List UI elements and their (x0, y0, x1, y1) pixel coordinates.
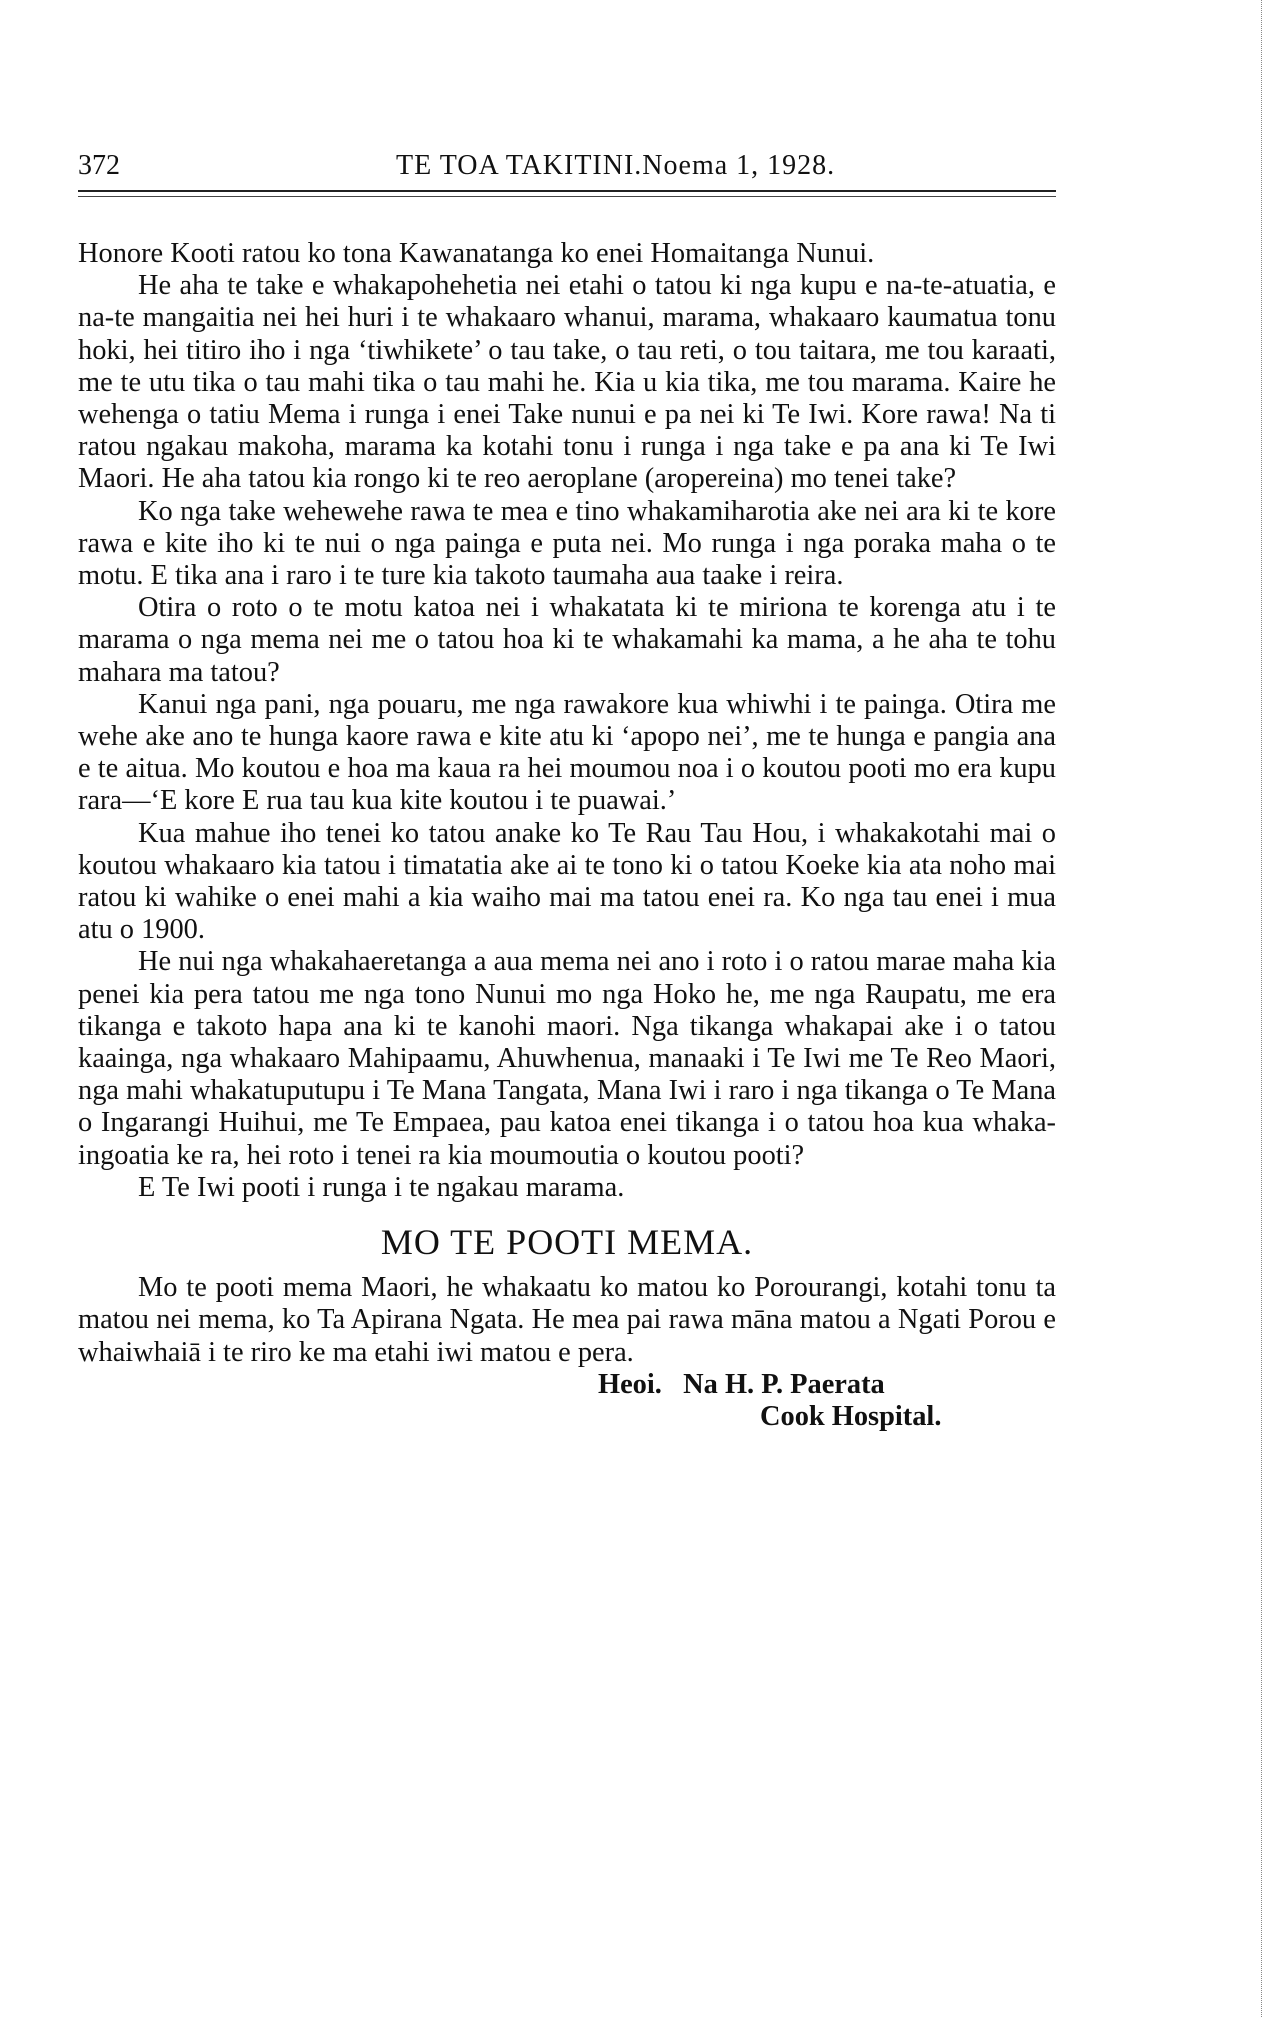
paragraph-5: Kanui nga pani, nga pouaru, me nga rawakore kua whiwhi i te painga. Otira me wehe ake ano te hunga kaore rawa e kite atu ki ‘apopo nei’, me te hunga e pangia ana e te aitua. Mo koutou e hoa ma kaua ra hei moumou noa i o koutou pooti mo era kupu rara—‘E kore E rua tau kua kite koutou i te puawai.’ (78, 688, 1056, 817)
paragraph-3: Ko nga take wehewehe rawa te mea e tino whakamiharotia ake nei ara ki te kore rawa e kite iho ki te nui o nga painga e puta nei. Mo runga i nga poraka maha o te motu. E tika ana i raro i te ture kia takoto taumaha aua taake i reira. (78, 495, 1056, 592)
section-paragraph: Mo te pooti mema Maori, he whakaatu ko matou ko Porourangi, kotahi tonu ta matou nei mema, ko Ta Apirana Ngata. He mea pai rawa māna matou a Ngati Porou e whaiwhaiā i te riro ke ma etahi iwi matou e pera. (78, 1272, 1056, 1368)
scan-edge-divider (1261, 0, 1268, 2017)
page-number: 372 (78, 150, 120, 181)
running-title: TE TOA TAKITINI.Noema 1, 1928. (396, 150, 836, 181)
header-rule-thick (78, 190, 1056, 192)
section-heading: MO TE POOTI MEMA. (380, 1222, 754, 1263)
paragraph-7: He nui nga whakahaeretanga a aua mema nei ano i roto i o ratou marae maha kia penei kia pera tatou me nga tono Nunui mo nga Hoko he, me nga Raupatu, me era tikanga e takoto hapa ana ki te kanohi maori. Nga tikanga whakapai ake i o tatou kaainga, nga whakaaro Mahipaamu, Ahuwhenua, manaaki i Te Iwi me Te Reo Maori, nga mahi whakatuputupu i Te Mana Tangata, Mana Iwi i raro i nga tikanga o Te Mana o Ingarangi Huihui, me Te Empaea, pau katoa enei tikanga i o tatou hoa kua whaka-ingoatia ke ra, hei roto i tenei ra kia moumoutia o koutou pooti? (78, 946, 1056, 1171)
paragraph-1: Honore Kooti ratou ko tona Kawanatanga ko enei Homaitanga Nunui. (78, 238, 875, 269)
page-header (78, 150, 1058, 190)
paragraph-8: E Te Iwi pooti i runga i te ngakau marama. (138, 1171, 625, 1203)
paragraph-4: Otira o roto o te motu katoa nei i whakatata ki te miriona te korenga atu i te marama o nga mema nei me o tatou hoa ki te whakamahi ka mama, a he aha te tohu mahara ma tatou? (78, 592, 1056, 688)
header-rule-thin (78, 196, 1056, 197)
article-body (78, 238, 1056, 1433)
paragraph-2: He aha te take e whakapohehetia nei etahi o tatou ki nga kupu e na-te-atuatia, e na-te mangaitia nei hei huri i te whakaaro whanui, marama, whakaaro kaumatua tonu hoki, hei titiro iho i nga ‘tiwhikete’ o tau take, o tau reti, o tou taitara, me tou karaati, me te utu tika o tau mahi tika o tau mahi he. Kia u kia tika, me tou marama. Kaire he wehenga o tatiu Mema i runga i enei Take nunui e pa nei ki Te Iwi. Kore rawa! Na ti ratou ngakau makoha, marama ka kotahi tonu i runga i nga take e pa ana ki Te Iwi Maori. He aha tatou kia rongo ki te reo aeroplane (aropereina) mo tenei take? (78, 270, 1056, 495)
signature-name: Heoi. Na H. P. Paerata (598, 1368, 885, 1400)
paragraph-6: Kua mahue iho tenei ko tatou anake ko Te Rau Tau Hou, i whakakotahi mai o koutou whakaaro kia tatou i timatatia ake ai te tono ki o tatou Koeke kia ata noho mai ratou ki wahike o enei mahi a kia waiho mai ma tatou enei ra. Ko nga tau enei i mua atu o 1900. (78, 817, 1056, 946)
signature-place: Cook Hospital. (760, 1400, 942, 1432)
